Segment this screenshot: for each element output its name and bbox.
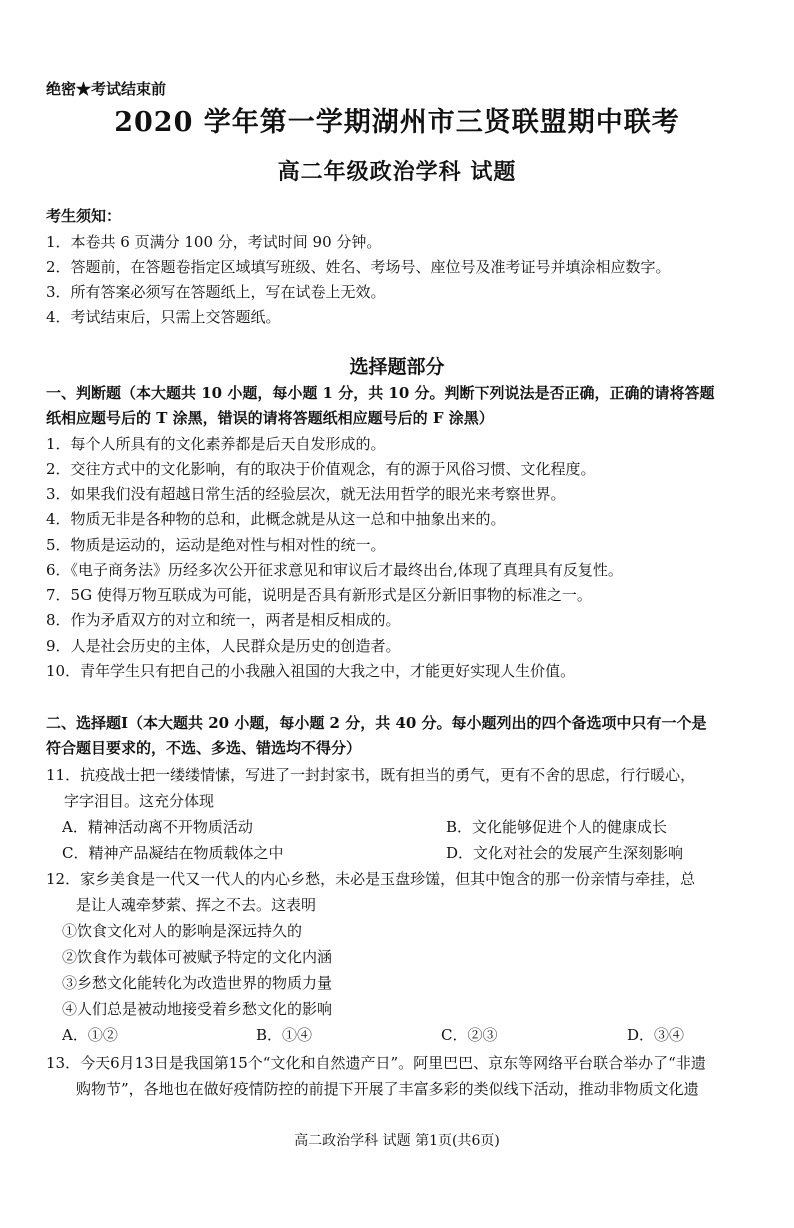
judgement-item-9: 9．人是社会历史的主体，人民群众是历史的创造者。	[46, 637, 401, 655]
q11-option-a: A．精神活动离不开物质活动	[62, 818, 253, 836]
q12-stem-line1: 12．家乡美食是一代又一代人的内心乡愁，未必是玉盘珍馐，但其中饱含的那一份亲情与牵挂，总	[46, 870, 696, 888]
part2-instruction-line2: 符合题目要求的，不选、多选、错选均不得分）	[46, 739, 362, 757]
q12-option-c: C．②③	[441, 1026, 498, 1044]
judgement-item-7: 7．5G 使得万物互联成为可能，说明是否具有新形式是区分新旧事物的标准之一。	[46, 586, 592, 604]
notice-item-1: 1．本卷共 6 页满分 100 分，考试时间 90 分钟。	[46, 233, 382, 251]
q11-option-b: B．文化能够促进个人的健康成长	[446, 818, 668, 836]
q12-stem-line2: 是让人魂牵梦萦、挥之不去。这表明	[76, 896, 317, 914]
page-footer: 高二政治学科 试题 第1页(共6页)	[294, 1133, 500, 1149]
judgement-item-6: 6．《电子商务法》历经多次公开征求意见和审议后才最终出台,体现了真理具有反复性。	[46, 561, 623, 579]
exam-subtitle: 高二年级政治学科 试题	[277, 159, 517, 185]
judgement-item-5: 5．物质是运动的，运动是绝对性与相对性的统一。	[46, 536, 386, 554]
q12-option-a: A．①②	[62, 1026, 118, 1044]
judgement-item-4: 4．物质无非是各种物的总和，此概念就是从这一总和中抽象出来的。	[46, 510, 506, 528]
q12-statement-1: ①饮食文化对人的影响是深远持久的	[62, 922, 303, 940]
q12-statement-4: ④人们总是被动地接受着乡愁文化的影响	[62, 1000, 333, 1018]
q11-option-d: D．文化对社会的发展产生深刻影响	[446, 844, 684, 862]
notice-item-4: 4．考试结束后，只需上交答题纸。	[46, 308, 281, 326]
q11-stem-line2: 字字泪目。这充分体现	[64, 792, 215, 810]
part2-instruction-line1: 二、选择题Ⅰ（本大题共 20 小题，每小题 2 分，共 40 分。每小题列出的四个备选项中只有一个是	[46, 714, 707, 732]
q11-stem-line1: 11．抗疫战士把一缕缕情愫，写进了一封封家书，既有担当的勇气，更有不舍的思虑，行行暖心，	[46, 766, 696, 784]
judgement-item-8: 8．作为矛盾双方的对立和统一，两者是相反相成的。	[46, 611, 401, 629]
notice-item-2: 2．答题前，在答题卷指定区域填写班级、姓名、考场号、座位号及准考证号并填涂相应数字。	[46, 258, 671, 276]
judgement-item-10: 10．青年学生只有把自己的小我融入祖国的大我之中，才能更好实现人生价值。	[46, 662, 576, 680]
judgement-item-1: 1．每个人所具有的文化素养都是后天自发形成的。	[46, 435, 386, 453]
part1-instruction-line1: 一、判断题（本大题共 10 小题，每小题 1 分，共 10 分。判断下列说法是否正确，正确的请将答题	[46, 384, 715, 402]
q11-option-c: C．精神产品凝结在物质载体之中	[62, 844, 284, 862]
judgement-item-3: 3．如果我们没有超越日常生活的经验层次，就无法用哲学的眼光来考察世界。	[46, 485, 566, 503]
q13-stem-line1: 13．今天6月13日是我国第15个“文化和自然遗产日”。阿里巴巴、京东等网络平台联合举办了“非遗	[46, 1054, 706, 1072]
q13-stem-line2: 购物节”，各地也在做好疫情防控的前提下开展了丰富多彩的类似线下活动，推动非物质文化遗	[76, 1080, 699, 1098]
section-title: 选择题部分	[349, 356, 445, 378]
exam-title: 2020 学年第一学期湖州市三贤联盟期中联考	[114, 107, 680, 138]
q12-option-b: B．①④	[256, 1026, 313, 1044]
part1-instruction-line2: 纸相应题号后的 T 涂黑，错误的请将答题纸相应题号后的 F 涂黑）	[46, 409, 494, 427]
notice-item-3: 3．所有答案必须写在答题纸上，写在试卷上无效。	[46, 283, 386, 301]
q12-statement-3: ③乡愁文化能转化为改造世界的物质力量	[62, 974, 333, 992]
judgement-item-2: 2．交往方式中的文化影响，有的取决于价值观念，有的源于风俗习惯、文化程度。	[46, 460, 596, 478]
secret-label: 绝密★考试结束前	[46, 80, 167, 98]
notice-heading: 考生须知：	[46, 207, 122, 225]
q12-option-d: D．③④	[627, 1026, 685, 1044]
q12-statement-2: ②饮食作为载体可被赋予特定的文化内涵	[62, 948, 333, 966]
